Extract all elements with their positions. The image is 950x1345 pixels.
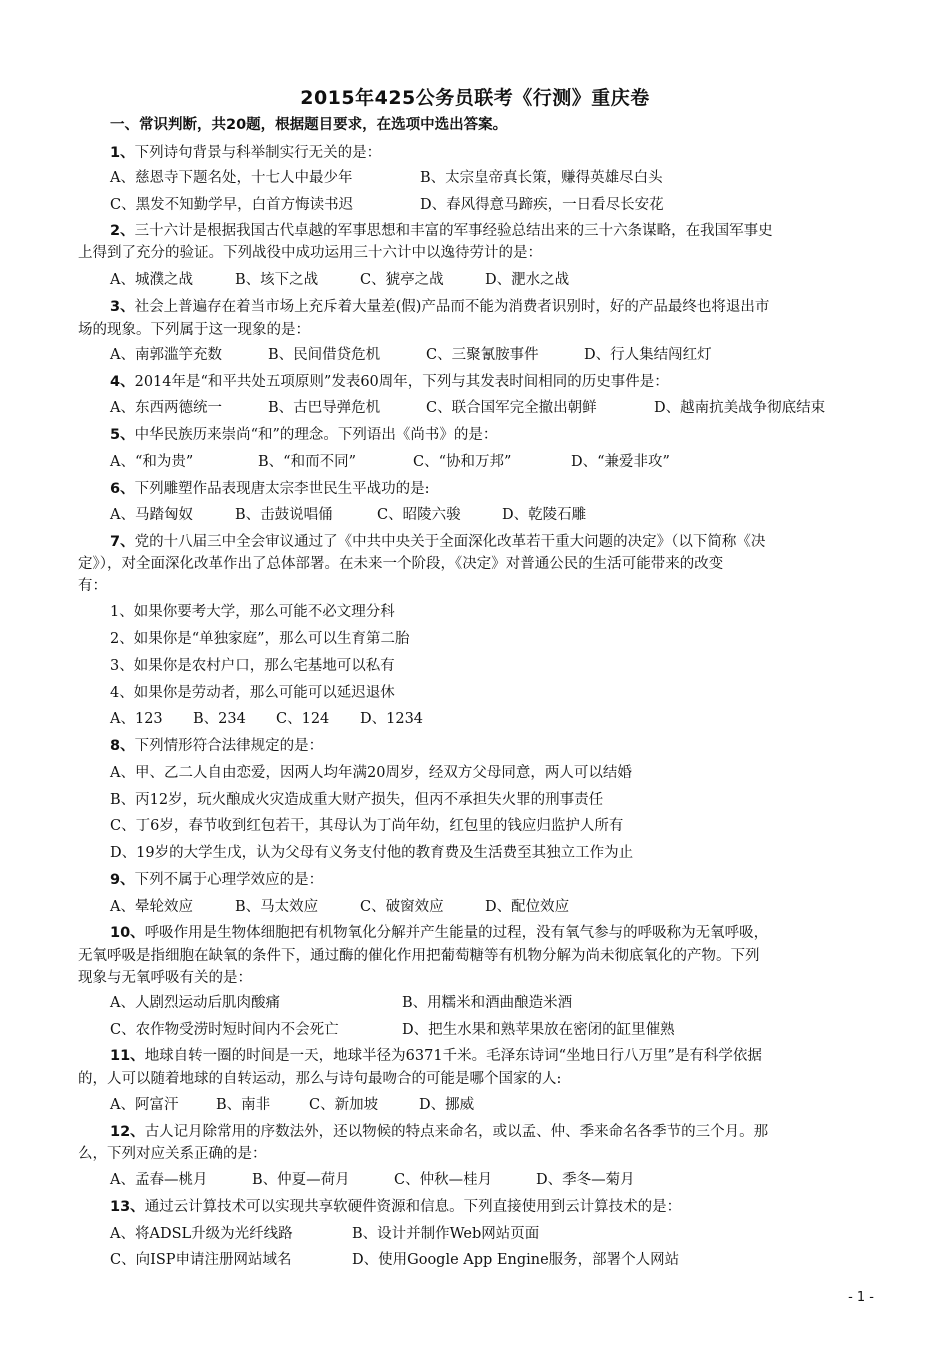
- list-item: 2、如果你是“单独家庭”，那么可以生育第二胎: [110, 631, 410, 647]
- question-number: 7、: [110, 534, 135, 550]
- question-text: 党的十八届三中全会审议通过了《中共中央关于全面深化改革若干重大问题的决定》（以下简称《决: [134, 534, 766, 550]
- question-number: 10、: [110, 925, 145, 941]
- question-4: [110, 370, 910, 394]
- question-number: 3、: [110, 299, 135, 315]
- question-text: 下列雕塑作品表现唐太宗李世民生平战功的是:: [134, 481, 430, 497]
- option-d: D、季冬—菊月: [536, 1172, 635, 1188]
- option-a: A、城濮之战: [110, 272, 193, 288]
- option-c: C、124: [276, 711, 330, 727]
- option-b: B、马太效应: [235, 899, 319, 915]
- option-a: A、人剧烈运动后肌肉酸痛: [110, 995, 280, 1011]
- question-text: 古人记月除常用的序数法外，还以物候的特点来命名，或以孟、仲、季来命名各季节的三个月。那: [144, 1124, 769, 1140]
- option-c: C、破窗效应: [360, 899, 444, 915]
- question-number: 12、: [110, 1124, 145, 1140]
- option-d: D、行人集结闯红灯: [584, 347, 712, 363]
- option-d: D、越南抗美战争彻底结束: [654, 400, 826, 416]
- question-text-continued: 定》），对全面深化改革作出了总体部署。在未来一个阶段，《决定》对普通公民的生活可能带来的改变: [78, 556, 724, 572]
- question-text: 下列不属于心理学效应的是：: [134, 872, 324, 888]
- question-number: 8、: [110, 738, 135, 754]
- option-b: B、南非: [216, 1097, 271, 1113]
- option-c: C、黑发不知勤学早，白首方悔读书迟: [110, 197, 354, 213]
- option-b: B、太宗皇帝真长策，赚得英雄尽白头: [420, 170, 663, 186]
- option-a: A、123: [110, 711, 163, 727]
- option-c: C、三聚氰胺事件: [426, 347, 539, 363]
- option-b: B、“和而不同”: [258, 454, 356, 470]
- question-text: 2014年是“和平共处五项原则”发表60周年，下列与其发表时间相同的历史事件是：: [134, 374, 669, 390]
- question-text-continued: 无氧呼吸是指细胞在缺氧的条件下，通过酶的催化作用把葡萄糖等有机物分解为尚未彻底氧化的产物。下列: [78, 948, 760, 964]
- list-item: 1、如果你要考大学，那么可能不必文理分科: [110, 604, 395, 620]
- question-text: 下列情形符合法律规定的是：: [134, 738, 324, 754]
- option-b: B、234: [193, 711, 246, 727]
- question-12: [110, 1120, 910, 1144]
- question-text-continued: 有：: [78, 578, 107, 594]
- question-text: 社会上普遍存在着当市场上充斥着大量差(假)产品而不能为消费者识别时，好的产品最终也将退出市: [134, 299, 770, 315]
- option-a: A、慈恩寺下题名处，十七人中最少年: [110, 170, 353, 186]
- option-a: A、孟春—桃月: [110, 1172, 208, 1188]
- question-12-options: [110, 1168, 910, 1192]
- option-a: A、阿富汗: [110, 1097, 179, 1113]
- question-13: [110, 1195, 910, 1219]
- question-text: 地球自转一圈的时间是一天，地球半径为6371千米。毛泽东诗词“坐地日行八万里”是有科学依据: [144, 1048, 762, 1064]
- option-c: C、农作物受涝时短时间内不会死亡: [110, 1022, 339, 1038]
- list-item: 3、如果你是农村户口，那么宅基地可以私有: [110, 658, 395, 674]
- question-number: 11、: [110, 1048, 145, 1064]
- question-1: [110, 141, 910, 165]
- option-b: B、垓下之战: [235, 272, 319, 288]
- question-10-options-row-1: [110, 991, 910, 1015]
- option-c: C、“协和万邦”: [413, 454, 512, 470]
- option-c: C、昭陵六骏: [377, 507, 461, 523]
- section-heading: 一、常识判断，共20题，根据题目要求，在选项中选出答案。: [110, 117, 508, 133]
- question-4-options: [110, 396, 910, 420]
- question-13-options-row-2: [110, 1248, 910, 1272]
- option-c: C、丁6岁，春节收到红包若干，其母认为丁尚年幼，红包里的钱应归监护人所有: [110, 818, 624, 834]
- question-text: 下列诗句背景与科举制实行无关的是：: [134, 145, 382, 161]
- question-number: 9、: [110, 872, 135, 888]
- question-text-continued: 现象与无氧呼吸有关的是：: [78, 970, 252, 986]
- question-6: [110, 477, 910, 501]
- question-text: 三十六计是根据我国古代卓越的军事思想和丰富的军事经验总结出来的三十六条谋略，在我国军事史: [134, 223, 773, 239]
- option-c: C、新加坡: [309, 1097, 379, 1113]
- question-number: 4、: [110, 374, 135, 390]
- question-13-options-row-1: [110, 1222, 910, 1246]
- question-1-options-row-2: [110, 193, 910, 217]
- option-b: B、丙12岁，玩火酿成火灾造成重大财产损失，但丙不承担失火罪的刑事责任: [110, 792, 604, 808]
- option-d: D、淝水之战: [485, 272, 570, 288]
- option-d: D、使用Google App Engine服务，部署个人网站: [352, 1252, 680, 1268]
- option-b: B、设计并制作Web网站页面: [352, 1226, 540, 1242]
- option-d: D、“兼爱非攻”: [571, 454, 670, 470]
- option-a: A、“和为贵”: [110, 454, 194, 470]
- question-number: 13、: [110, 1199, 145, 1215]
- question-number: 6、: [110, 481, 135, 497]
- option-c: C、联合国军完全撤出朝鲜: [426, 400, 597, 416]
- question-text: 呼吸作用是生物体细胞把有机物氧化分解并产生能量的过程，没有氧气参与的呼吸称为无氧呼吸，: [144, 925, 769, 941]
- option-b: B、用糯米和酒曲酿造米酒: [402, 995, 573, 1011]
- option-c: C、猇亭之战: [360, 272, 444, 288]
- question-7-options: [110, 707, 910, 731]
- question-3-options: [110, 343, 910, 367]
- question-text-continued: 么，下列对应关系正确的是：: [78, 1146, 267, 1162]
- option-d: D、乾陵石雕: [502, 507, 587, 523]
- question-text: 通过云计算技术可以实现共享软硬件资源和信息。下列直接使用到云计算技术的是：: [144, 1199, 682, 1215]
- option-d: D、配位效应: [485, 899, 570, 915]
- question-number: 2、: [110, 223, 135, 239]
- option-b: B、古巴导弹危机: [268, 400, 381, 416]
- option-d: D、19岁的大学生戊，认为父母有义务支付他的教育费及生活费至其独立工作为止: [110, 845, 634, 861]
- option-d: D、挪威: [419, 1097, 475, 1113]
- question-number: 5、: [110, 427, 135, 443]
- question-6-options: [110, 503, 910, 527]
- option-a: A、将ADSL升级为光纤线路: [110, 1226, 293, 1242]
- question-8: [110, 734, 910, 758]
- question-2-options: [110, 268, 910, 292]
- question-5: [110, 423, 910, 447]
- option-a: A、东西两德统一: [110, 400, 222, 416]
- option-c: C、仲秋—桂月: [394, 1172, 493, 1188]
- question-7: [110, 530, 910, 554]
- question-11: [110, 1044, 910, 1068]
- question-text-continued: 的，人可以随着地球的自转运动，那么与诗句最吻合的可能是哪个国家的人:: [78, 1071, 562, 1087]
- option-a: A、甲、乙二人自由恋爱，因两人均年满20周岁，经双方父母同意，两人可以结婚: [110, 765, 632, 781]
- option-b: B、仲夏—荷月: [252, 1172, 350, 1188]
- list-item: 4、如果你是劳动者，那么可能可以延迟退休: [110, 685, 395, 701]
- option-d: D、把生水果和熟苹果放在密闭的缸里催熟: [402, 1022, 675, 1038]
- option-b: B、击鼓说唱俑: [235, 507, 333, 523]
- question-3: [110, 295, 910, 319]
- question-10-options-row-2: [110, 1018, 910, 1042]
- question-1-options-row-1: [110, 166, 910, 190]
- option-b: B、民间借贷危机: [268, 347, 381, 363]
- question-9: [110, 868, 910, 892]
- page-title: 2015年425公务员联考《行测》重庆卷: [300, 87, 650, 109]
- question-9-options: [110, 895, 910, 919]
- question-number: 1、: [110, 145, 135, 161]
- question-11-options: [110, 1093, 910, 1117]
- question-5-options: [110, 450, 910, 474]
- question-text-continued: 场的现象。下列属于这一现象的是：: [78, 322, 310, 338]
- question-2: [110, 219, 910, 243]
- option-a: A、晕轮效应: [110, 899, 193, 915]
- option-c: C、向ISP申请注册网站域名: [110, 1252, 292, 1268]
- question-10: [110, 921, 910, 945]
- question-text-continued: 上得到了充分的验证。下列战役中成功运用三十六计中以逸待劳计的是：: [78, 245, 542, 261]
- question-text: 中华民族历来崇尚“和”的理念。下列语出《尚书》的是：: [134, 427, 498, 443]
- page-number: - 1 -: [848, 1290, 874, 1305]
- option-a: A、南郭滥竽充数: [110, 347, 222, 363]
- option-a: A、马踏匈奴: [110, 507, 193, 523]
- option-d: D、1234: [360, 711, 424, 727]
- option-d: D、春风得意马蹄疾，一日看尽长安花: [420, 197, 664, 213]
